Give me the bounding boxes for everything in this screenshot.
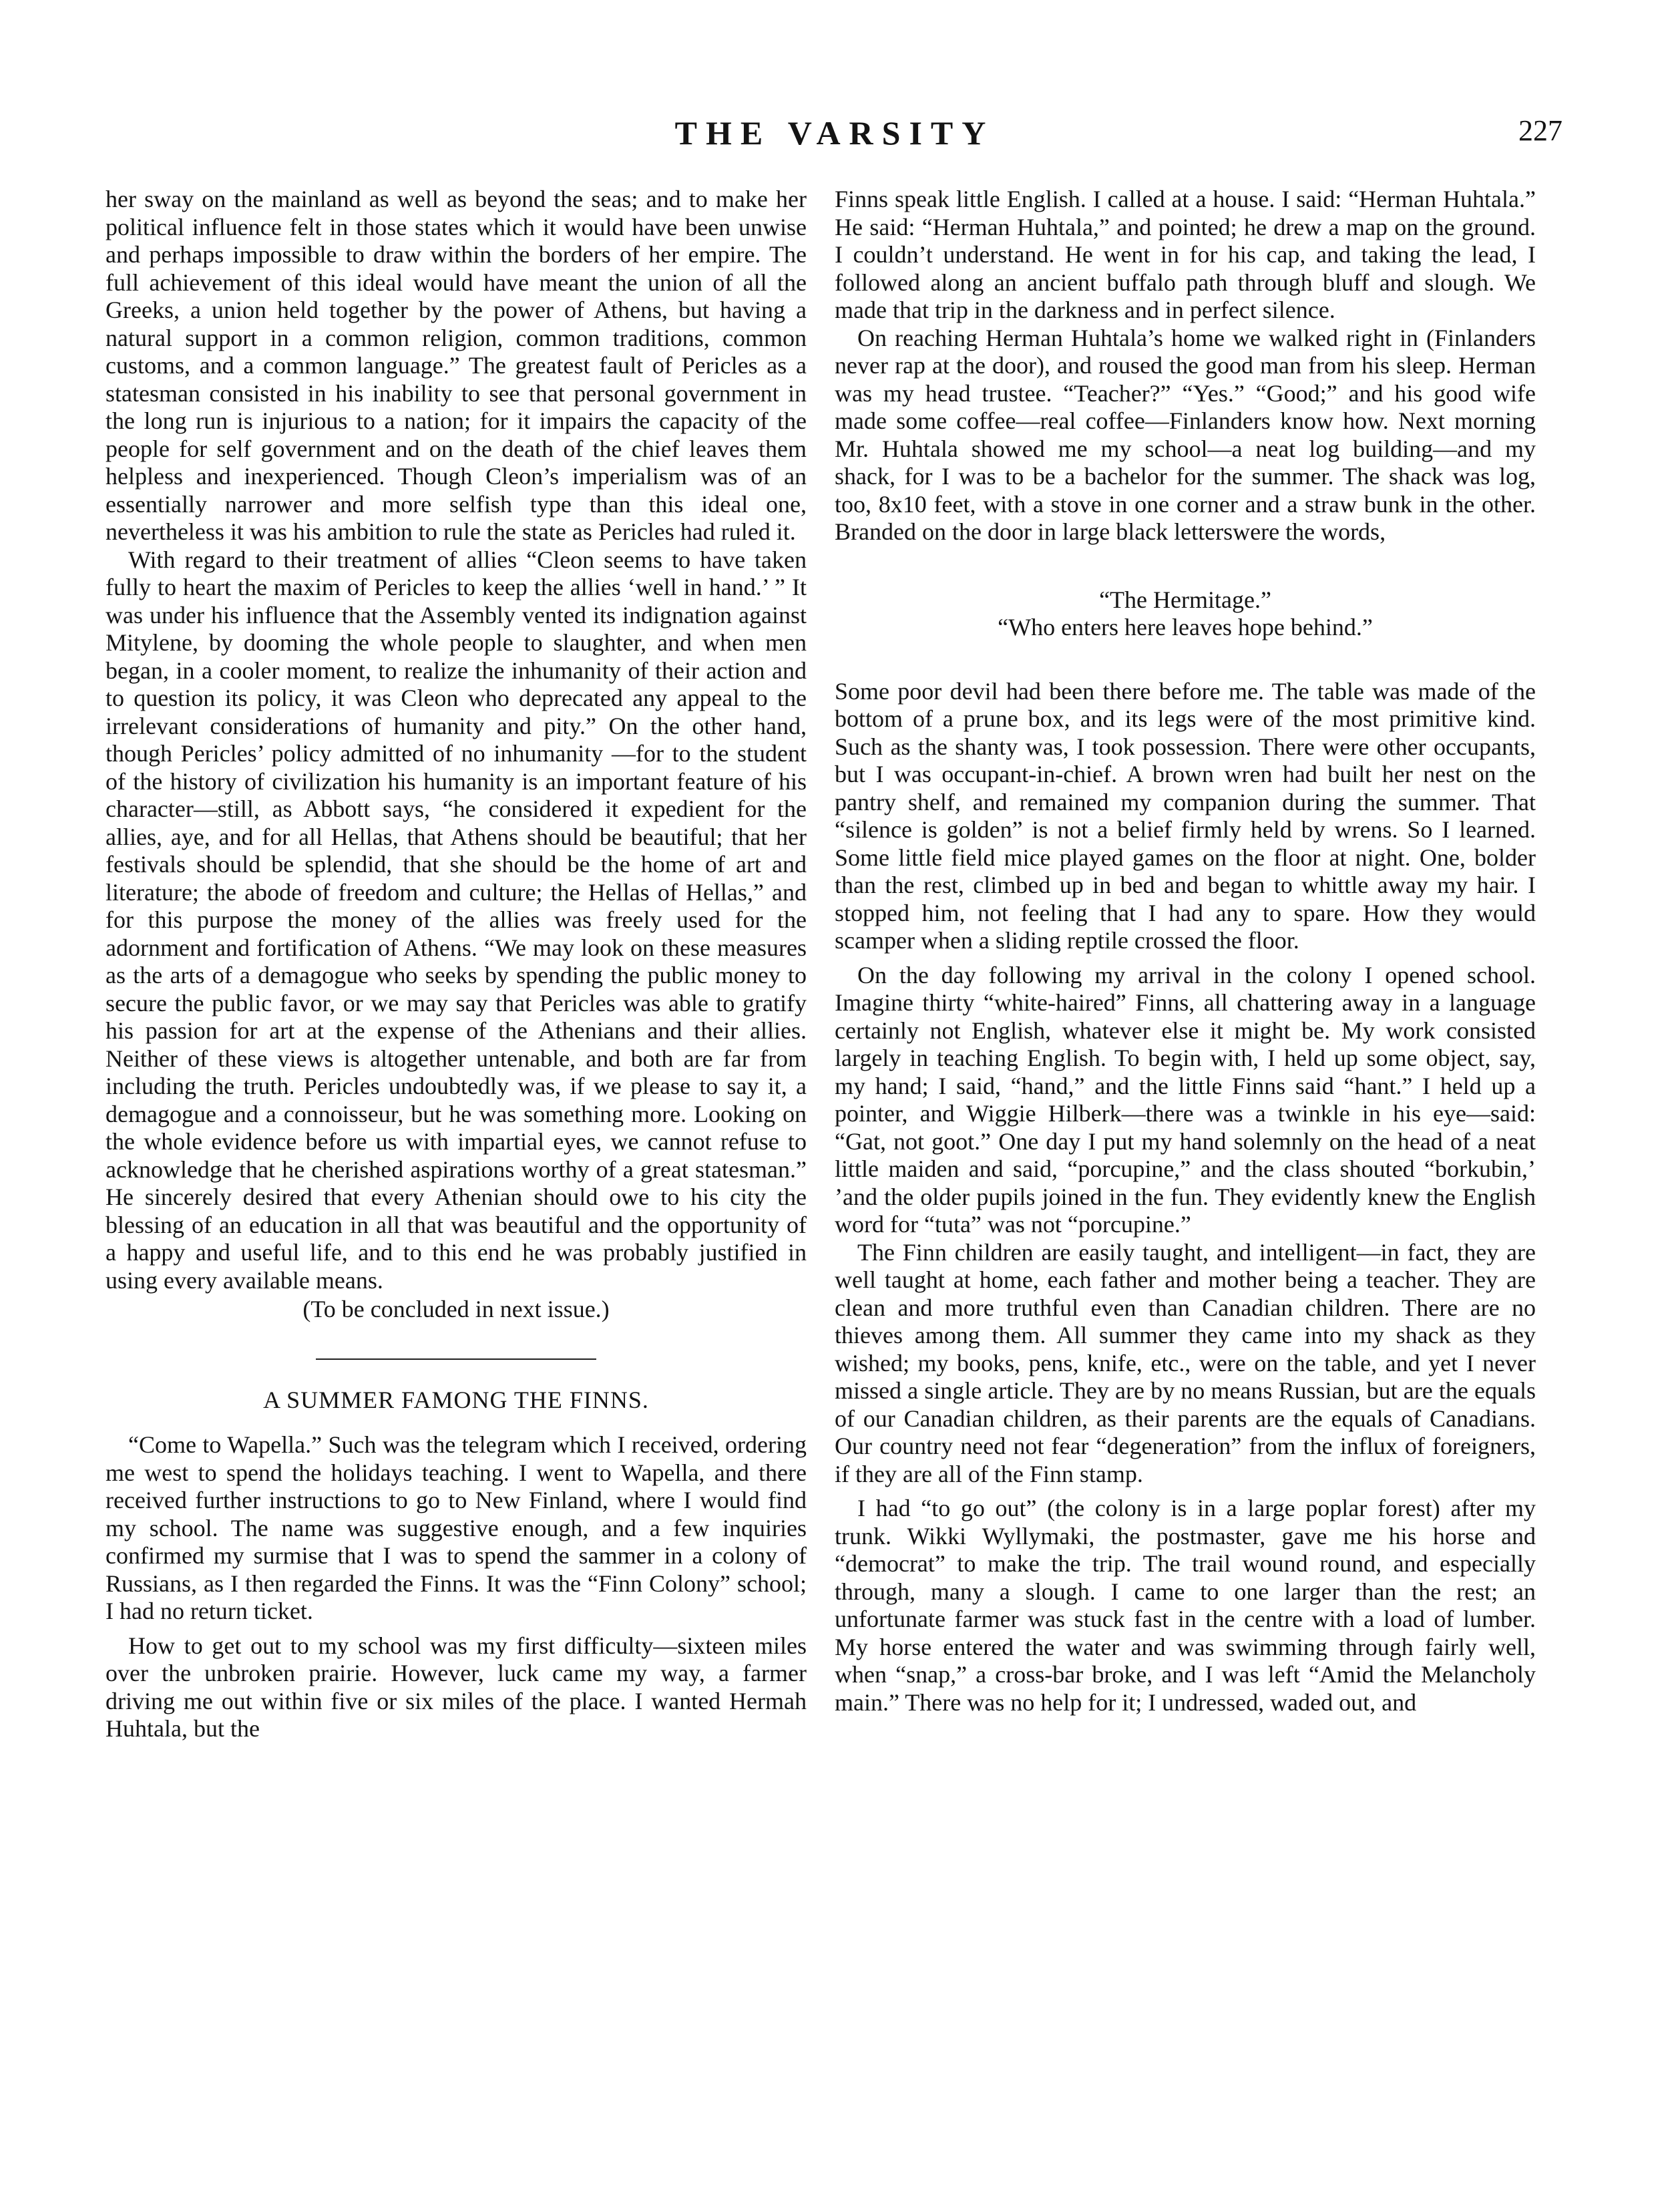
door-inscription [835, 586, 1536, 642]
inscription-line: “The Hermitage.” [1099, 586, 1271, 613]
page-header [107, 114, 1562, 167]
continuation-note: (To be concluded in next issue.) [302, 1296, 610, 1322]
paragraph: On the day following my arrival in the colony I opened school. Imagine thirty “white-haired” Finns, all chattering away in a language certainly not English, whatever else it might be. My work consisted largely in teaching English. To begin with, I held up some object, say, my hand; I said, “hand,” and the little Finns said “hant.” I held up a pointer, and Wiggie Hilberk—there was a twinkle in his eye—said: “Gat, not goot.” One day I put my hand solemnly on the head of a neat little maiden and said, “porcupine,” and the class shouted “borkubin,’ ’and the older pupils joined in the fun. They evidently knew the English word for “tuta” was not “porcupine.” [835, 961, 1536, 1238]
paragraph: Finns speak little English. I called at a house. I said: “Herman Huhtala.” He said: “Herman Huhtala,” and pointed; he drew a map on the ground. I couldn’t understand. He went in for his cap, and taking the lead, I followed along an ancient buffalo path through bluff and slough. We made that trip in the darkness and in perfect silence. [835, 186, 1536, 323]
paragraph: “Come to Wapella.” Such was the telegram which I received, ordering me west to spend the holidays teaching. I went to Wapella, and there received further instructions to go to New Finland, where I would find my school. The name was suggestive enough, and a few inquiries confirmed my surmise that I was to spend the sammer in a colony of Russians, as I then regarded the Finns. It was the “Finn Colony” school; I had no return ticket. [106, 1431, 807, 1624]
inscription-line: “Who enters here leaves hope behind.” [998, 614, 1373, 641]
paragraph: With regard to their treatment of allies “Cleon seems to have taken fully to heart the maxim of Pericles to keep the allies ‘well in hand.’ ” It was under his influence that the Assembly vented its indignation against Mitylene, by dooming the whole people to slaughter, and when men began, in a cooler moment, to realize the inhumanity of their action and to question its policy, it was Cleon who deprecated any appeal to the irrelevant considerations of humanity and pity.” On the other hand, though Pericles’ policy admitted of no inhumanity —for to the student of the history of civilization his humanity is an important feature of his character—still, as Abbott says, “he considered it expedient for the allies, aye, and for all Hellas, that Athens should be beautiful; that her festivals should be splendid, that she should be the home of art and literature; the abode of freedom and culture; the Hellas of Hellas,” and for this purpose the money of the allies was freely used for the adornment and fortification of Athens. “We may look on these measures as the arts of a demagogue who seeks by spending the public money to secure the public favor, or we may say that Pericles was able to gratify his passion for art at the expense of the Athenians and their allies. Neither of these views is altogether untenable, and both are far from including the truth. Pericles undoubtedly was, if we please to say it, a demagogue and a connoisseur, but he was something more. Looking on the whole evidence before us with impartial eyes, we cannot refuse to acknowledge that he cherished aspirations worthy of a great statesman.” He sincerely desired that every Athenian should owe to his city the blessing of an education in all that was beautiful and the opportunity of a happy and useful life, and to this end he was probably justified in using every available means. [106, 546, 807, 1294]
right-column [835, 186, 1536, 1716]
paragraph: Some poor devil had been there before me. The table was made of the bottom of a prune box, and its legs were of the most primitive kind. Such as the shanty was, I took possession. There were other occupants, but I was occupant-in-chief. A brown wren had built her nest on the pantry shelf, and remained my companion during the summer. That “silence is golden” is not a belief firmly held by wrens. So I learned. Some little field mice played games on the floor at night. One, bolder than the rest, climbed up in bed and began to whittle away my hair. I stopped him, not feeling that I had any to spare. How they would scamper when a sliding reptile crossed the floor. [835, 677, 1536, 954]
running-title: THE VARSITY [674, 114, 995, 152]
page-number: 227 [1518, 114, 1562, 147]
paragraph: How to get out to my school was my first difficulty—sixteen miles over the unbroken prairie. However, luck came my way, a farmer driving me out within five or six miles of the place. I wanted Hermah Huhtala, but the [106, 1632, 807, 1742]
article-title: A SUMMER FAMONG THE FINNS. [263, 1386, 649, 1413]
paragraph: The Finn children are easily taught, and intelligent—in fact, they are well taught at home, each father and mother being a teacher. They are clean and more truthful even than Canadian children. There are no thieves among them. All summer they came into my shack as they wished; my books, pens, knife, etc., were on the table, and yet I never missed a single article. They are by no means Russian, but are the equals of our Canadian children, as their parents are the equals of Canadians. Our country need not fear “degeneration” from the influx of foreigners, if they are all of the Finn stamp. [835, 1238, 1536, 1487]
paragraph: I had “to go out” (the colony is in a large poplar forest) after my trunk. Wikki Wyllymaki, the postmaster, gave me his horse and “democrat” to make the trip. The trail wound round, and especially through, many a slough. I came to one larger than the rest; an unfortunate farmer was stuck fast in the centre with a load of lumber. My horse entered the water and was swimming through fairly well, when “snap,” a cross-bar broke, and I was left “Amid the Melancholy main.” There was no help for it; I undressed, waded out, and [835, 1495, 1536, 1716]
section-divider [316, 1358, 596, 1360]
left-column [106, 186, 807, 1743]
paragraph: On reaching Herman Huhtala’s home we walked right in (Finlanders never rap at the door), and roused the good man from his sleep. Herman was my head trustee. “Teacher?” “Yes.” “Good;” and his good wife made some coffee—real coffee—Finlanders know how. Next morning Mr. Huhtala showed me my school—a neat log building—and my shack, for I was to be a bachelor for the summer. The shack was log, too, 8x10 feet, with a stove in one corner and a straw bunk in the other. Branded on the door in large black letterswere the words, [835, 324, 1536, 545]
paragraph: her sway on the mainland as well as beyond the seas; and to make her political influence felt in those states which it would have been unwise and perhaps impossible to draw within the borders of her empire. The full achievement of this ideal would have meant the union of all the Greeks, a union held together by the power of Athens, but having a natural support in a common religion, common traditions, common customs, and a common language.” The greatest fault of Pericles as a statesman consisted in his inability to see that personal government in the long run is injurious to a nation; for it impairs the capacity of the people for self government and on the death of the chief leaves them helpless and inexperienced. Though Cleon’s imperialism was of an essentially narrower and more selfish type than this ideal one, nevertheless it was his ambition to rule the state as Pericles had ruled it. [106, 186, 807, 545]
